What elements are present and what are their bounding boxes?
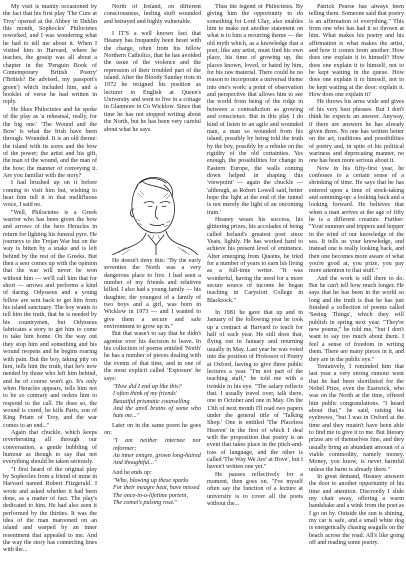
poem-excerpt	[113, 384, 201, 421]
poem-line: An inner emigre, grown long-haired	[113, 452, 201, 459]
paragraph: In 1981 he gave that up and in January of the following year he took up a contract at Harvard to teach for half of each year. He still does that, flying out in January and returning usually in May. Last year he was voted into the position of Professor of Poetry at Oxford, having to give three public lectures a year. "I'm not part of the teaching staff," he told me with a twinkle in his eye. "The salary reflects that. I usually travel over, talk there, one in October and one in May. On the 13th of next month I'll read two papers under the general title of 'Talking Shop.' One is entitled 'The Placeless Heaven' in the first of which I deal with the proposition that poetry is an event that takes place in the pitch-and-toss of language, and the other is called 'The Way We Are' at Hove', but I haven't written one yet."	[207, 310, 303, 471]
paragraph: But that wasn't to say that he didn't agonise over his decision to leave. In his collection of poems entitled 'North' he has a number of pieces dealing with the events of that time, and in one of the most explicit called 'Exposure' he says:	[104, 331, 201, 382]
poem-line: I often think of my friends'	[113, 391, 178, 398]
text-column-1	[3, 4, 97, 570]
paragraph: North of Ireland, on different consciousness, feeling stuff wounded and betrayed and highly vulnerable.	[104, 4, 201, 25]
paragraph: He likes Philoctetes and he spoke of the play as 'a rehearsal, really, for the big one.' 'The Wound and the Bow' is what the Irish have been through. Wounded. It is an old theme: the island with its sores and the bow of the power; the artist and his gift, the man of the wound, and the man of the bow; the manner of conveying it. Are you familiar with the story?	[3, 106, 97, 179]
paragraph: Now in his fifty-first year, he confesses to a certain sense of a shrinking of time. He says that he has entered upon a time of stock-taking and summing-up: a looking back and a looking forward. He believes that when a man arrives at the age of fifty he is a different creature. Further: "Your summer and trippers and hopper in the wind of our knowledge of the sea. It tells us your knowledge, and instead one is really looking back, and then one becomes more aware of what you're good at, you prize, you pay more attention to that stuff."	[309, 165, 404, 275]
poem-line: "I am neither internee nor informer;	[113, 438, 201, 452]
paragraph: And he ends up:	[112, 469, 152, 476]
paragraph: Thus the legend of Philoctetes. By giving him the opportunity to do something for Lord Ulay, also enables him to make not another statement on what is to him a recurring theme — the old myth which, as a knowledge that a poet, like any artist, must find his own place, his time of growing up, the places known, loved, or hated by him, for his raw material. There could be no reason to incorporate a universal theme into one's work: a point of observation and perspective that allows him to see the world from being of the ridge in between a contradiction as growing and conscience. But in this play I do kind of listen to an agile and wounded man, a man so wounded from his island, possibly by being told the truth by the boy, possibly by a rebuke on the rigidity of the old certainties. Yes enough, the possibilities for change in Eastern Europe, the walls coming down helped in shaping this 'viewpoint' — again the chuckle — 'although, as Robert Lowell said, better hope the light at the end of the tunnel is not merely the light of an oncoming train.'	[207, 4, 303, 216]
paragraph: He doesn't deny this: "By the early seventies the North was a very dangerous place to live. I had seen a number of my friends and relatives killed. I also had a young family — his daughter, the youngest of a family of two boys and a girl, was born in Wicklow in 1973 — and I wanted to give them a secure and safe environment to grow up in."	[104, 258, 201, 331]
paragraph: "I first heard of the original play by Sophocles from a friend of mine in Harvard named Robert Fitzgerald. I wrote and asked whether it had been done, as a matter of fact. The play's dedicated to him. He had also seen it performed by the thirties. It was the idea of the man marooned on an island and warped by an inner resentment that appealed to me. And the way the story has connecting lines with the...	[3, 466, 97, 554]
poem-line: Beautiful prismatic counselling	[113, 398, 190, 405]
paragraph: And the work is still there to do. But he can't tell how much longer. He says that he has been in the world so long and the truth is that he has just finished a collection of poems called 'Seeing Things', which they will publish in spring next year. "They're new poems," he told me, "but I don't want to say too much about them. I feel a sense of freedom in writing them. There are many pieces in it, and they are in the public eye."	[309, 275, 404, 363]
poem-excerpt	[113, 438, 201, 467]
paragraph: Patrick Pearse has always been telling them. Someone said that poetry is an affirmation of everything." This from one who has had it so thrown at him. What makes his poetry and his affirmation is what makes the artist, and how it comes from another. How does one explain it to himself? How does one explain it to himself, not to be kept waiting in the queue. How does one explain it to himself, not to be kept waiting at the door: explain it. How does one explain it?	[309, 4, 404, 99]
poem-line: The comet's pulsing rose."	[113, 500, 178, 506]
text-column-2-top	[104, 4, 201, 171]
text-column-3	[207, 4, 303, 570]
poem-line: And thoughtful..."	[113, 460, 157, 467]
paragraph: Later on in the same poem he goes on:	[104, 422, 201, 436]
paragraph: My visit is mainly occasioned by the fact that his first play 'The Cure at Troy' opened at the Abbey in Dublin this month, Sophocles' Philoctetes reworked, and I was wondering what he had to tell me about it. When I visited him in Harvard, where he teaches, the gossip was all about a chapter in the 'Penguin Book of Contemporary British Poetry' ('British? Be advised, my passport's green') which included him, and a booklet of verse he had written in reply.	[3, 4, 97, 106]
paragraph: "Well, Philoctetes is a Greek warrior who has been given the bow and arrows of the hero Heracles in return for lighting his funeral pyre. He journeys to the Trojan War but on the way is bitten by a snake and is left behind by the rest of the Greeks. But then a seer comes up with the opinion that the war will never be won without him — we'll call him that for short — arrows and performs a kind of daring. Odysseus and a young fellow are sent back to get him from his island sanctuary. The boy wants to tell him the truth, that he is needed by his countrymen, but Odysseus fabricates a story to get him to come to take him home. On the way out they stop him and something and his wound reopens and he begins roaring with pain. But the boy, taking pity on him, tells him the truth, that he's now needed by those who left him behind, and he of course won't go. It's only when Heracles appears, tells him not to be so contrary and orders him to respond to the call. He does so, the wound is cured, he kills Paris, son of King Priam of Troy, and the war comes to an end..."	[3, 209, 97, 429]
poem-line: "How did I end up like this?	[113, 383, 182, 390]
poem-line: And the anvil brains of some who hate me..."	[113, 405, 201, 420]
poem-line: "Who, blowing up these sparks	[113, 477, 189, 484]
paragraph: I had brushed up on it before coming to visit him but, wishing to hear him tell it in that mellifluous voice, I said no.	[3, 180, 97, 209]
text-column-4	[309, 4, 404, 570]
text-column-2-bottom	[104, 258, 201, 570]
poem-line: For their meagre heat, have missed	[113, 485, 200, 492]
paragraph: In great demand, Heaney answers the door to another opportunity of his time and attention. Discreetly I slide my chair away, offering a warm handshake and a wink from the poet as I go on by. Outside the sun is shining, my car is safe, and a small white dog is energetically chasing seagulls on the beach across the road. All's like going off and reading some poetry.	[309, 474, 404, 547]
paragraph: He throws his arms wide and gives of his very best phrases. But I don't think he expects an answer. Anyway, if there are answers he has already given them. No one has written better on the art, traditions and possibilities of poetry and, in spite of his political wariness and deprecating manner, no one has been more serious about it.	[309, 99, 404, 165]
paragraph: I IT'S a well known fact that Heaney has frequently been beset with the charge, often from his fellow Northern Catholics, that he has avoided the issue of the violence and the repression of their troubled part of the island. After the Bloody Sunday riots in 1972 he resigned his position as lecturer in English at Queen's University and went to live in a cottage in Glanmore in Co Wicklow. Since that time he has not stopped writing about the North, but he has been very careful about what he says.	[104, 31, 201, 133]
poem-excerpt	[113, 478, 201, 507]
portrait-sketch	[108, 173, 198, 255]
paragraph: He pauses reflectively for a moment, then goes on. "I've myself often say the function of a lecture at university is to cover all the poets without the...	[207, 471, 303, 508]
paragraph: Again that chuckle, which keeps reverberating all through our conversation, a gentle bubbling of humour as though to say that not everything should be taken seriously.	[3, 429, 97, 466]
paragraph: Tentatively, I reminded him that last year a very strong rumour went that he had been shortlisted for the Nobel Prize, even the Eastwick, who was on the North at the time, offered him public congratulations. "I heard about that," he said, raising his eyebrows, "but I was in Oxford at the time and they mustn't have been able to find me to give it to me. But literary prizes are of themselves fine, and they usually bring an abundant amount of a viable commodity, namely money. Money, you know, is never harmful unless the harm is already there."	[309, 363, 404, 473]
paragraph: Heaney wears his success, his glittering prizes, his accolades of being called Ireland's greatest poet since Yeats, lightly. He has worked hard to achieve his present level of eminence. After emerging from Queens, he tried for a number of years to earn his living as a full-time writer. "It was wonderful, having the need for a more secure source of income he began teaching in Carysfort College in Blackrock."	[207, 216, 303, 304]
poem-line: The once-in-a-lifetime portent,	[113, 492, 188, 499]
